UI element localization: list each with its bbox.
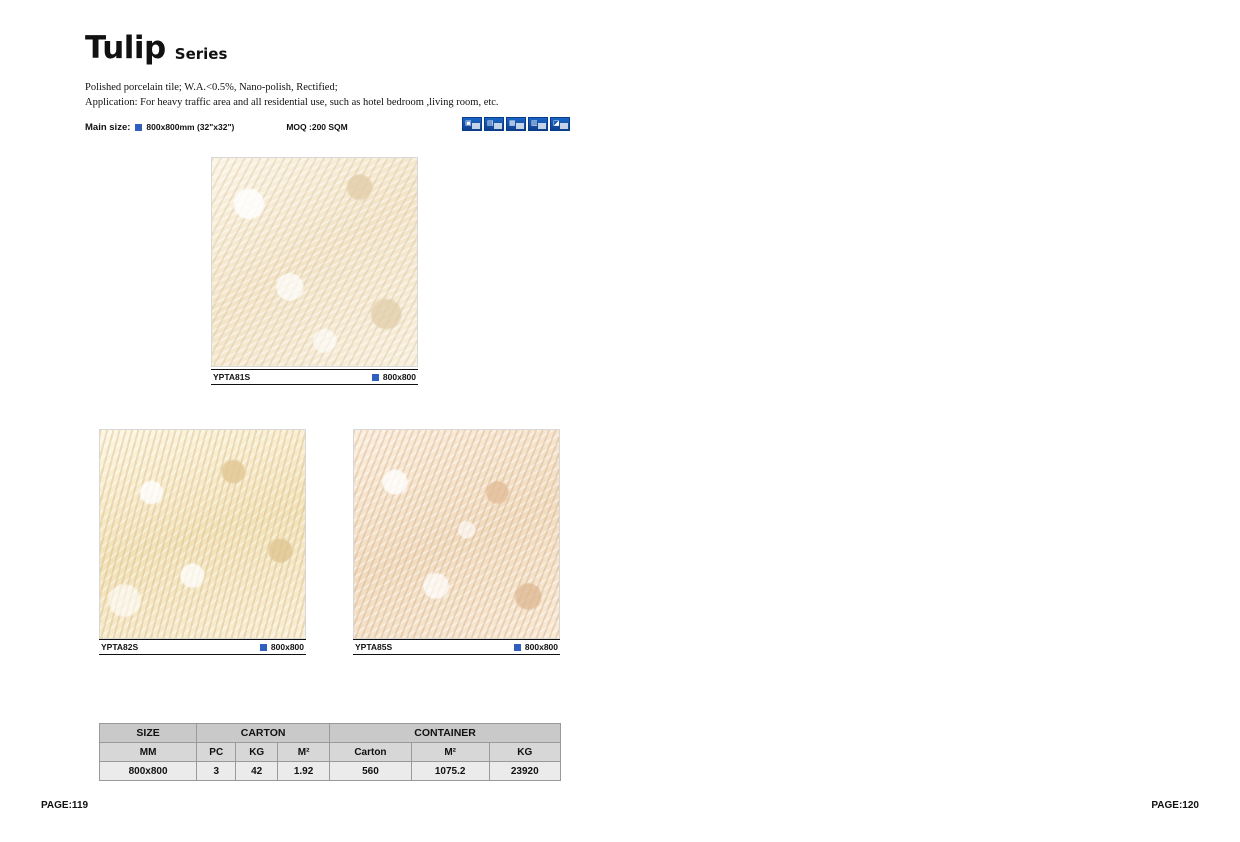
tile-size: 800x800 <box>382 372 416 382</box>
group-header-container: CONTAINER <box>330 724 561 743</box>
tile-image-ypta85s <box>353 429 560 639</box>
tile-code: YPTA81S <box>213 372 251 382</box>
table-group-header-row <box>100 724 561 743</box>
tile-caption-ypta85s <box>353 639 560 655</box>
sub-header-container-kg: KG <box>489 743 560 762</box>
cell-container-kg: 23920 <box>489 762 560 781</box>
cell-pc: 3 <box>197 762 236 781</box>
series-heading <box>85 30 227 66</box>
group-header-size: SIZE <box>100 724 197 743</box>
tile-size: 800x800 <box>524 642 558 652</box>
series-subtitle: Series <box>174 45 228 63</box>
spec-line-1: Polished porcelain tile; W.A.<0.5%, Nano-polish, Rectified; <box>85 82 338 93</box>
main-size-label: Main size: <box>85 121 131 133</box>
tile-size-group <box>260 642 304 652</box>
blue-square-icon <box>260 644 267 651</box>
cell-kg: 42 <box>236 762 278 781</box>
sub-header-pc: PC <box>197 743 236 762</box>
application-icon-strip <box>462 117 570 131</box>
packing-spec-table <box>99 723 561 781</box>
spec-line-2: Application: For heavy traffic area and all residential use, such as hotel bedroom ,living room, etc. <box>85 97 499 108</box>
tile-size: 800x800 <box>270 642 304 652</box>
page-number-left: PAGE:119 <box>41 800 89 811</box>
cell-m2: 1.92 <box>278 762 330 781</box>
series-title: Tulip <box>85 30 166 66</box>
group-header-carton: CARTON <box>197 724 330 743</box>
sub-header-kg: KG <box>236 743 278 762</box>
product-spec-text <box>85 80 585 110</box>
photo-icon-5: ◪ <box>550 117 570 131</box>
moq-value: MOQ :200 SQM <box>286 122 348 132</box>
tile-size-group <box>372 372 416 382</box>
photo-icon-1: ▣ <box>462 117 482 131</box>
tile-code: YPTA85S <box>355 642 393 652</box>
cell-container-m2: 1075.2 <box>411 762 489 781</box>
photo-icon-2: ▤ <box>484 117 504 131</box>
tile-size-group <box>514 642 558 652</box>
tile-caption-ypta81s <box>211 369 418 385</box>
tile-image-ypta82s <box>99 429 306 639</box>
cell-container-carton: 560 <box>330 762 412 781</box>
table-row <box>100 762 561 781</box>
sub-header-container-m2: M² <box>411 743 489 762</box>
tile-code: YPTA82S <box>101 642 139 652</box>
page-number-right: PAGE:120 <box>1151 800 1199 811</box>
table-sub-header-row <box>100 743 561 762</box>
right-page <box>620 0 1240 842</box>
photo-icon-3: ▦ <box>506 117 526 131</box>
blue-square-icon <box>514 644 521 651</box>
tile-image-ypta81s <box>211 157 418 367</box>
sub-header-mm: MM <box>100 743 197 762</box>
blue-square-icon <box>372 374 379 381</box>
sub-header-m2: M² <box>278 743 330 762</box>
tile-caption-ypta82s <box>99 639 306 655</box>
photo-icon-4: ▥ <box>528 117 548 131</box>
sub-header-carton: Carton <box>330 743 412 762</box>
cell-size: 800x800 <box>100 762 197 781</box>
blue-square-icon <box>135 124 142 131</box>
main-size-value: 800x800mm (32"x32") <box>146 122 235 132</box>
